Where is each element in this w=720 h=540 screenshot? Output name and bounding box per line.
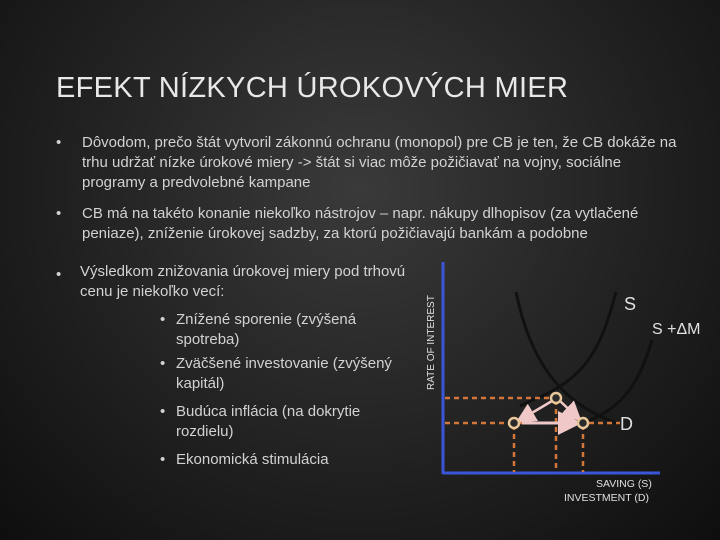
bullet-1-text: Dôvodom, prečo štát vytvoril zákonnú ochranu (monopol) pre CB je ten, že CB dokáže na trhu udržať nízke úrokové miery -> štát si viac môže požičiavať na vojny, sociálne programy a predvolebné kampane bbox=[82, 134, 677, 191]
equilibrium-point bbox=[551, 393, 561, 403]
supply-label: S bbox=[624, 294, 637, 314]
page-title: EFEKT NÍZKYCH ÚROKOVÝCH MIER bbox=[56, 72, 569, 104]
bullet-marker: • bbox=[56, 266, 62, 283]
sub-bullet-marker: • bbox=[160, 403, 166, 420]
sub-bullet-marker: • bbox=[160, 311, 166, 328]
sub-bullet-3-text: Budúca inflácia (na dokrytie rozdielu) bbox=[176, 403, 361, 440]
sub-bullet-2-text: Zväčšené investovanie (zvýšený kapitál) bbox=[176, 355, 392, 392]
sub-bullet-marker: • bbox=[160, 355, 166, 372]
sub-bullet-marker: • bbox=[160, 451, 166, 468]
x-axis-label-line2: INVESTMENT (D) bbox=[564, 492, 649, 504]
demand-curve bbox=[516, 292, 620, 424]
sub-bullet-1-text: Znížené sporenie (zvýšená spotreba) bbox=[176, 311, 357, 348]
sub-bullet-4-text: Ekonomická stimulácia bbox=[176, 451, 329, 468]
x-axis-label-line1: SAVING (S) bbox=[596, 478, 652, 490]
bullet-marker: • bbox=[56, 205, 62, 222]
bullet-3-text: Výsledkom znižovania úrokovej miery pod trhovú cenu je niekoľko vecí: bbox=[80, 263, 406, 300]
arrow-to-investment bbox=[560, 401, 578, 418]
saving-point bbox=[509, 418, 519, 428]
shifted-supply-label: S +ΔM bbox=[652, 321, 701, 338]
bullet-marker: • bbox=[56, 134, 62, 151]
investment-point bbox=[578, 418, 588, 428]
y-axis-label: RATE OF INTEREST bbox=[426, 295, 437, 390]
demand-label: D bbox=[620, 414, 633, 434]
bullet-2-text: CB má na takéto konanie niekoľko nástrojov – napr. nákupy dlhopisov (za vytlačené peniaze), zníženie úrokovej sadzby, za ktorú požičiavajú bankám a podobne bbox=[82, 205, 639, 242]
